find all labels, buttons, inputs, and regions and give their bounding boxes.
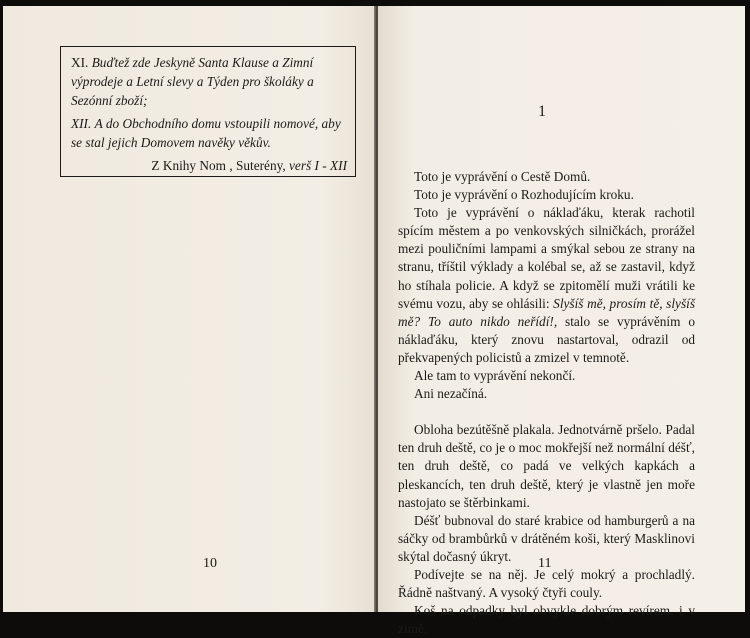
- paragraph-text: Toto je vyprávění o náklaďáku, kterak rachotil spícím městem a po venkovských silničkách, prorážel mezi pouličními lampami a smýkal sebou ze strany na stranu, tříštil výklady a kolébal se, až se zastavil, když ho stíhala policie. A když se zpitomělí muži vrátili ke svému vozu, aby se ohlásili:: [398, 205, 695, 311]
- paragraph: Ani nezačíná.: [414, 386, 488, 402]
- paragraph: Obloha bezútěšně plakala. Jednotvárně pršelo. Padal ten druh deště, co je o moc mokřejší než normální déšť, ten druh deště, co padá ve velkých kapkách a pleskancích, ten druh deště, který je vlastně jen moře nastojato se štěrbinkami.: [398, 422, 695, 510]
- source-verse: verš I - XII: [289, 158, 347, 173]
- page-number-right: 11: [538, 556, 552, 571]
- epigraph-box: [60, 46, 356, 177]
- left-page: [3, 6, 376, 612]
- paragraph: [398, 204, 695, 367]
- paragraph: Déšť bubnoval do staré krabice od hamburgerů a na sáčky od brambůrků v drátěném koši, který Masklinovi skýtal dočasný úkryt.: [398, 512, 695, 564]
- epigraph-source: [71, 156, 347, 175]
- chapter-number: 1: [538, 103, 546, 120]
- source-text: Z Knihy Nom , Suterény,: [151, 158, 286, 173]
- epigraph-verse-xii: [71, 114, 347, 152]
- right-page: [378, 6, 745, 637]
- paragraph: Koš na odpadky byl obvykle dobrým revírem, i v zimě.: [398, 603, 695, 637]
- verse-label: XI.: [71, 55, 89, 70]
- paragraph-quote: Slyšíš mě, prosím tě, slyšíš mě? To auto nikdo neřídí!,: [398, 295, 695, 329]
- epigraph-verse-xi: [71, 53, 347, 110]
- paragraph: Ale tam to vyprávění nekončí.: [414, 368, 576, 384]
- verse-label: XII.: [71, 116, 92, 131]
- paragraph: Toto je vyprávění o Rozhodujícím kroku.: [414, 187, 634, 203]
- paragraph-text: stalo se vyprávěním o náklaďáku, který znovu nastartoval, odrazil od překvapených policistů a zmizel v temnotě.: [398, 313, 695, 365]
- paragraph: Toto je vyprávění o Cestě Domů.: [414, 169, 591, 184]
- page-number-left: 10: [203, 556, 217, 571]
- verse-text: A do Obchodního domu vstoupili nomové, aby se stal jejich Domovem navěky věkův.: [71, 116, 341, 150]
- verse-text: Buďtež zde Jeskyně Santa Klause a Zimní výprodeje a Letní slevy a Týden pro školáky a Sezónní zboží;: [71, 55, 314, 108]
- paragraph: Podívejte se na něj. Je celý mokrý a prochladlý. Řádně naštvaný. A vysoký čtyři couly.: [398, 566, 695, 601]
